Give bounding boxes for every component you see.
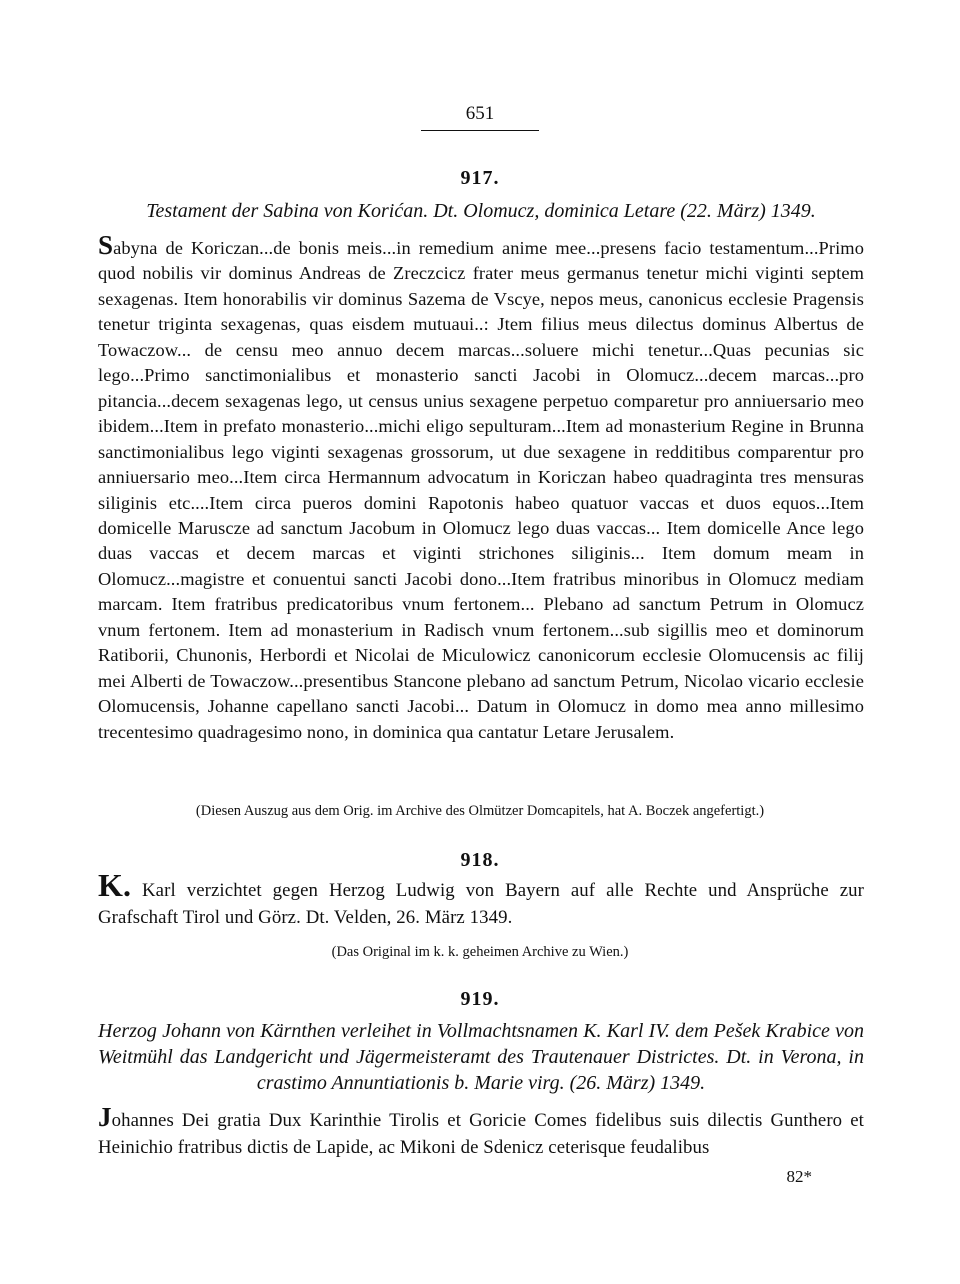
entry-919-heading-block <box>98 1018 864 1096</box>
entry-heading: Testament der Sabina von Korićan. Dt. Olomucz, dominica Letare (22. März) 1349. <box>146 200 816 222</box>
entry-919-body-block <box>98 1102 864 1161</box>
entry-body-text: Karl verzichtet gegen Herzog Ludwig von Bayern auf alle Rechte und Ansprüche zur Grafschaft Tirol und Görz. Dt. Velden, 26. März 1349. <box>98 880 864 928</box>
entry-918-body-block <box>98 867 864 931</box>
entry-917-heading-block <box>98 199 864 224</box>
document-number-919: 919. <box>460 988 500 1010</box>
sheet-signature-mark: 82* <box>786 1167 812 1186</box>
page-number-rule <box>421 130 539 131</box>
entry-917-body-block <box>98 230 864 745</box>
page-number: 651 <box>465 103 495 124</box>
entry-heading: Herzog Johann von Kärnthen verleihet in Vollmachtsnamen K. Karl IV. dem Pešek Krabice von Weitmühl das Landgericht und Jägermeisteramt des Trautenauer Districtes. Dt. in Verona, in crastimo Annuntiationis b. Marie virg. (26. März) 1349. <box>98 1020 864 1094</box>
document-number-917: 917. <box>460 167 500 189</box>
source-note: (Das Original im k. k. geheimen Archive zu Wien.) <box>331 944 629 960</box>
entry-body <box>98 867 864 931</box>
initial-letter: J <box>98 1102 112 1132</box>
entry-body <box>98 1102 864 1161</box>
entry-body-text: abyna de Koriczan...de bonis meis...in remedium anime mee...presens facio testamentum...Primo quod nobilis vir dominus Andreas de Zreczcicz frater meus germanus tenetur michi viginti septem sexagenas. Item honorabilis vir dominus Sazema de Vscye, nepos meus, canonicus ecclesie Pragensis tenetur triginta sexagenas, quas eisdem mutuaui..: Jtem filius meus dilectus dominus Albertus de Towaczow... de censu meo annuo decem marcas...soluere michi tenetur...Quas pecunias sic lego...Primo sanctimonialibus et monasterio sancti Jacobi in Olomucz...decem marcas...pro pitancia...decem sexagenas lego, ut census unius sexagene perpetuo comparetur pro anniuersario meo ibidem...Item in prefato monasterio...michi eligo sepulturam...Item ad monasterium Regine in Brunna sanctimonialibus lego viginti sexagenas grossorum, ut due sexagene in redditibus comparentur pro anniuersario meo...Item circa Hermannum advocatum in Koriczan habeo quadraginta tres mensuras siliginis etc....Item circa pueros domini Rapotonis habeo quatuor vaccas et duos equos...Item domicelle Marusczе ad sanctum Jacobum in Olomucz lego duas vaccas... Item domicelle Ance lego duas vaccas et decem marcas et viginti strichones siliginis... Item domum meam in Olomucz...magistre et conuentui sancti Jacobi dono...Item fratribus minoribus in Olomucz mediam marcam. Item fratribus predicatoribus vnum fertonem... Plebano ad sanctum Petrum in Olomucz vnum fertonem. Item ad monasterium in Radisch vnum fertonem...sub sigillis meo et dominorum Ratiborii, Chunonis, Herbordi et Nicolai de Miculowicz canonicorum ecclesie Olomucensis ac filij mei Alberti de Towaczow...presentibus Stancone plebano ad sanctum Petrum, Nicolao vicario ecclesie Olomucensis, Johanne capellano sancti Jacobi... Datum in Olomucz in domo mea anno millesimo trecentesimo quadragesimo nono, in dominica qua cantatur Letare Jerusalem. <box>98 238 864 742</box>
entry-body <box>98 230 864 745</box>
initial-letter: S <box>98 230 114 260</box>
document-number-918: 918. <box>460 849 500 871</box>
source-note: (Diesen Auszug aus dem Orig. im Archive des Olmützer Domcapitels, hat A. Boczek angefertigt.) <box>195 803 765 819</box>
entry-body-text: ohannes Dei gratia Dux Karinthie Tirolis et Goricie Comes fidelibus suis dilectis Gunthero et Heinichio fratribus dictis de Lapide, ac Mikoni de Sdenicz ceterisque feudalibus <box>98 1110 864 1158</box>
initial-letter: K. <box>98 867 132 903</box>
